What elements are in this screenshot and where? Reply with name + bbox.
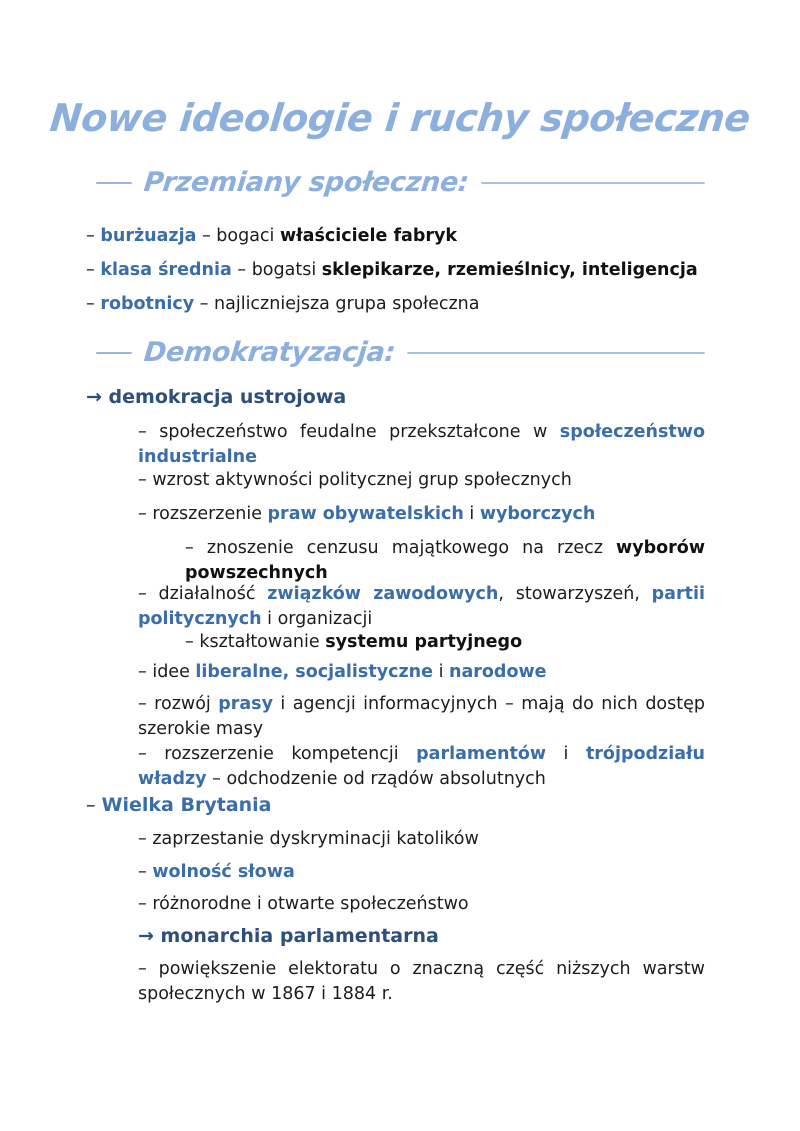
- separator-dash: –: [231, 260, 252, 280]
- section-header-przemiany-label: Przemiany społeczne:: [142, 167, 471, 198]
- systemu-partyjnego-strong: systemu partyjnego: [325, 632, 523, 652]
- trojpodzialu-wladzy-accent: trójpodziału władzy: [138, 744, 705, 789]
- term-robotnicy: robotnicy: [100, 294, 195, 314]
- list-item-klasa-srednia: [86, 258, 705, 283]
- section-header-przemiany: [96, 168, 705, 198]
- powiekszenie-elektoratu-text: powiększenie elektoratu o znaczną część niższych warstw społecznych w 1867 i 1884 r.: [138, 959, 705, 1004]
- partii-politycznych-accent: partii politycznych: [138, 584, 705, 629]
- dzialalnosc-plain-1: działalność: [158, 584, 268, 604]
- dash-marker: –: [138, 422, 160, 442]
- zaprzestanie-text: zaprzestanie dyskryminacji katolików: [152, 829, 479, 849]
- dash-marker: –: [138, 829, 153, 849]
- znoszenie-cenzusu-plain: znoszenie cenzusu majątkowego na rzecz: [206, 538, 617, 558]
- idee-narodowe-accent: narodowe: [449, 662, 547, 682]
- rozszerzenie-kompetencji-plain-2: i: [546, 744, 586, 764]
- section-header-demokratyzacja-label: Demokratyzacja:: [142, 337, 397, 368]
- spoleczenstwo-feudalne-plain: społeczeństwo feudalne przekształcone w: [159, 422, 560, 442]
- dash-marker: –: [138, 694, 155, 714]
- list-item-dzialalnosc: [138, 582, 705, 632]
- roznorodne-text: różnorodne i otwarte społeczeństwo: [152, 894, 469, 914]
- list-item-powiekszenie-elektoratu: [138, 957, 705, 1007]
- list-item-ksztaltowanie: [185, 630, 705, 655]
- idee-plain-1: idee: [152, 662, 196, 682]
- wyborczych-accent: wyborczych: [479, 504, 596, 524]
- heading-demokracja-ustrojowa: [86, 384, 705, 410]
- wyborow-powszechnych-strong: wyborów powszechnych: [185, 538, 705, 583]
- dash-marker: –: [86, 226, 101, 246]
- zwiazkow-zawodowych-accent: związków zawodowych: [267, 584, 499, 604]
- list-item-wzrost-aktywnosci: [138, 468, 705, 493]
- separator-dash: –: [194, 294, 215, 314]
- list-item-znoszenie-cenzusu: [185, 536, 705, 586]
- list-item-rozszerzenie-kompetencji: [138, 742, 705, 792]
- rozszerzenie-kompetencji-plain-1: rozszerzenie kompetencji: [164, 744, 417, 764]
- arrow-right-icon: →: [86, 386, 109, 408]
- prasy-accent: prasy: [218, 694, 273, 714]
- heading-monarchia-parlamentarna: [138, 923, 705, 949]
- dash-marker: –: [138, 662, 153, 682]
- robotnicy-text-plain: najliczniejsza grupa społeczna: [214, 294, 480, 314]
- list-item-wolnosc-slowa: [138, 860, 705, 885]
- term-klasa-srednia: klasa średnia: [100, 260, 232, 280]
- dash-marker: –: [86, 294, 101, 314]
- praw-obywatelskich-accent: praw obywatelskich: [267, 504, 464, 524]
- burzuazja-text-strong: właściciele fabryk: [279, 226, 458, 246]
- heading-wielka-brytania-label: Wielka Brytania: [101, 794, 272, 816]
- heading-demokracja-ustrojowa-label: demokracja ustrojowa: [108, 386, 347, 408]
- rule-left-icon: [96, 352, 132, 354]
- rule-left-icon: [96, 182, 132, 184]
- list-item-roznorodne: [138, 892, 705, 917]
- separator-dash: –: [196, 226, 217, 246]
- list-item-zaprzestanie: [138, 827, 705, 852]
- term-burzuazja: burżuazja: [100, 226, 197, 246]
- rule-right-icon: [481, 182, 705, 184]
- list-item-rozwoj-prasy: [138, 692, 705, 742]
- ksztaltowanie-plain: kształtowanie: [199, 632, 326, 652]
- dash-marker: –: [138, 584, 159, 604]
- dash-marker: –: [138, 959, 159, 979]
- heading-wielka-brytania: [86, 792, 705, 818]
- arrow-right-icon: →: [138, 925, 161, 947]
- dzialalnosc-plain-3: i organizacji: [261, 609, 373, 629]
- idee-liberalne-socjalistyczne-accent: liberalne, socjalistyczne: [195, 662, 433, 682]
- rozszerzenie-praw-mid: i: [463, 504, 480, 524]
- list-item-rozszerzenie-praw: [138, 502, 705, 527]
- wolnosc-slowa-accent: wolność słowa: [152, 862, 295, 882]
- section-header-demokratyzacja: [96, 338, 705, 368]
- dash-marker: –: [138, 470, 153, 490]
- burzuazja-text-plain: bogaci: [216, 226, 280, 246]
- dash-marker: –: [86, 260, 101, 280]
- idee-plain-2: i: [433, 662, 449, 682]
- page-title: Nowe ideologie i ruchy społeczne: [47, 96, 753, 140]
- dash-marker: –: [138, 504, 153, 524]
- list-item-idee: [138, 660, 705, 685]
- klasa-srednia-text-plain: bogatsi: [251, 260, 322, 280]
- rozwoj-prasy-plain-2: i agencji informacyjnych – mają do nich dostęp szerokie masy: [138, 694, 705, 739]
- dash-marker: –: [185, 632, 200, 652]
- dzialalnosc-plain-2: , stowarzyszeń,: [498, 584, 652, 604]
- spoleczenstwo-industrialne-accent: społeczeństwo industrialne: [138, 422, 705, 467]
- dash-marker: –: [86, 794, 102, 816]
- list-item-spoleczenstwo-feudalne: [138, 420, 705, 470]
- klasa-srednia-text-strong: sklepikarze, rzemieślnicy, inteligencja: [321, 260, 698, 280]
- rule-right-icon: [407, 352, 705, 354]
- list-item-burzuazja: [86, 224, 705, 249]
- rozszerzenie-kompetencji-plain-3: – odchodzenie od rządów absolutnych: [206, 769, 546, 789]
- wzrost-aktywnosci-text: wzrost aktywności politycznej grup społecznych: [152, 470, 572, 490]
- rozszerzenie-praw-plain: rozszerzenie: [152, 504, 268, 524]
- parlamentow-accent: parlamentów: [416, 744, 547, 764]
- dash-marker: –: [138, 894, 153, 914]
- dash-marker: –: [138, 862, 153, 882]
- list-item-robotnicy: [86, 292, 705, 317]
- dash-marker: –: [138, 744, 165, 764]
- rozwoj-prasy-plain-1: rozwój: [154, 694, 219, 714]
- dash-marker: –: [185, 538, 207, 558]
- heading-monarchia-parlamentarna-label: monarchia parlamentarna: [160, 925, 439, 947]
